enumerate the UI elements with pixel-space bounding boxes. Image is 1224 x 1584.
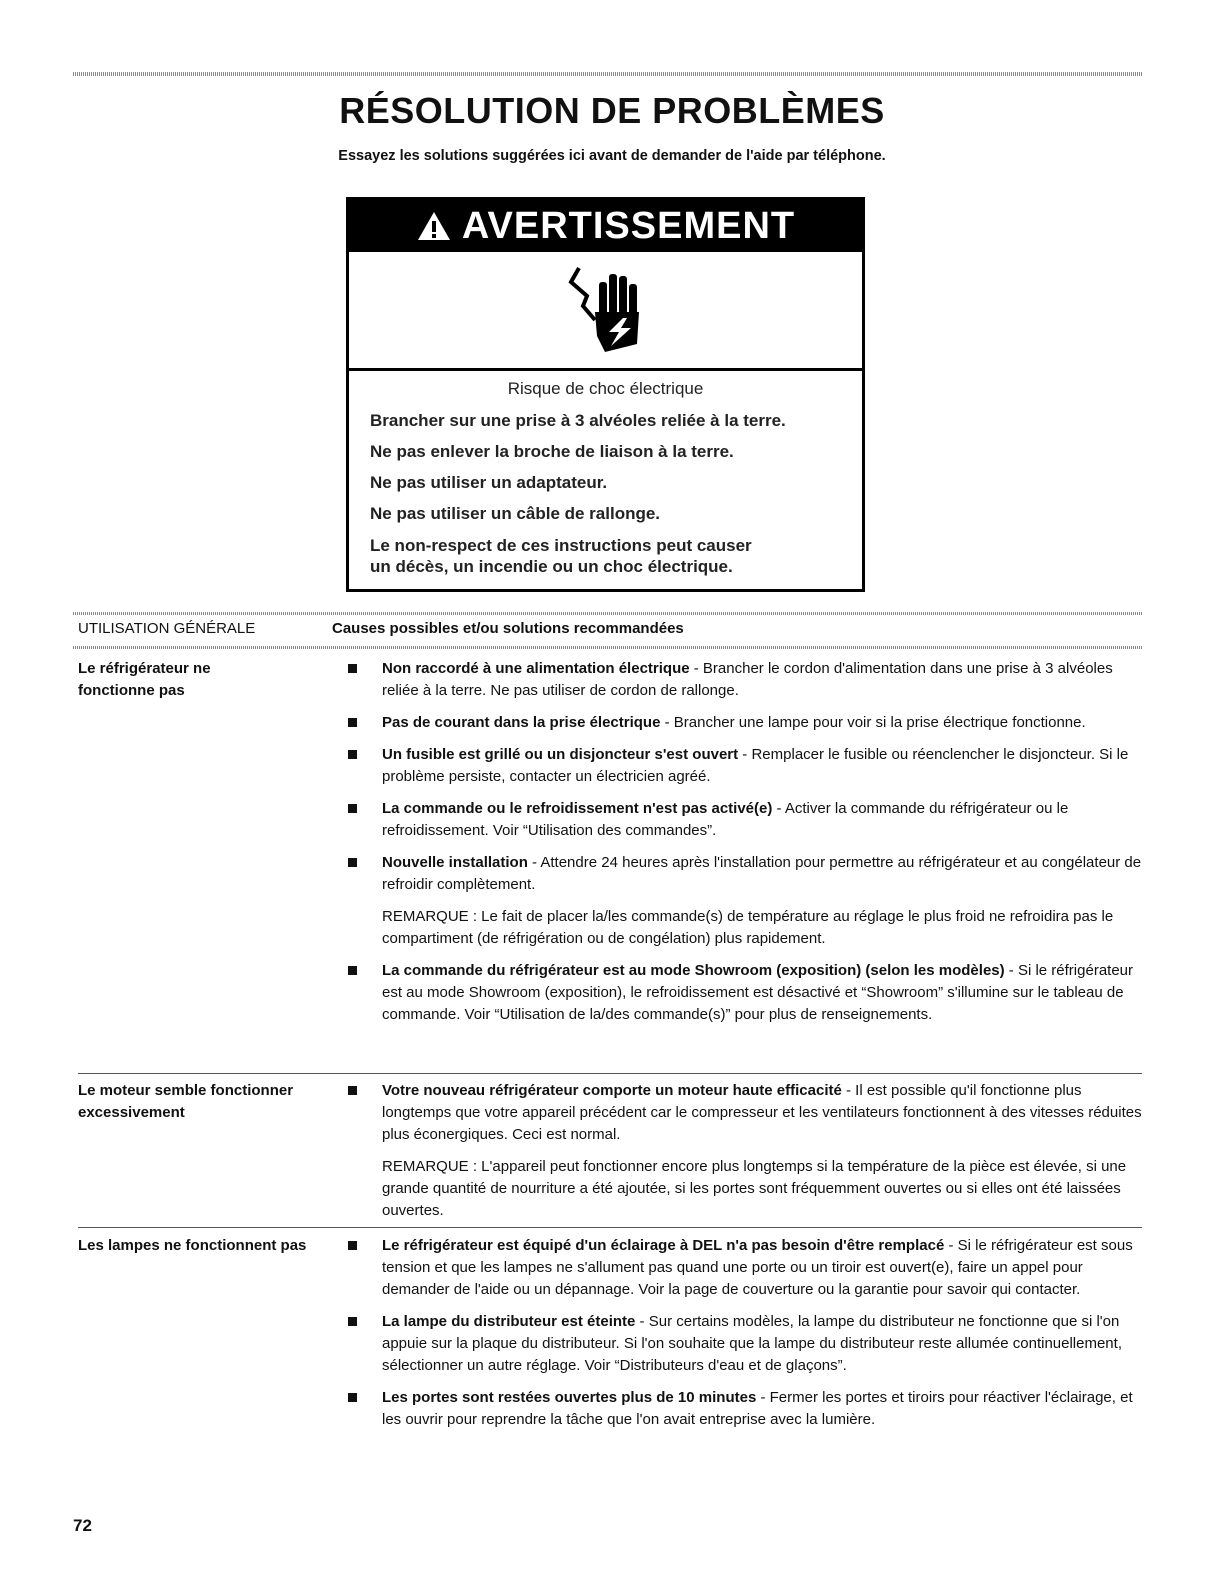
- warning-text: [349, 371, 862, 577]
- bullet-icon: [348, 1086, 357, 1095]
- page-title: RÉSOLUTION DE PROBLÈMES: [339, 90, 885, 131]
- warning-closing: Le non-respect de ces instructions peut causer un décès, un incendie ou un choc électrique.: [370, 536, 752, 576]
- warning-box: [346, 197, 865, 592]
- table-col-category: UTILISATION GÉNÉRALE: [78, 620, 256, 637]
- section-items: [348, 658, 1144, 1036]
- warning-triangle-icon: [416, 210, 452, 242]
- list-item: La lampe du distributeur est éteinte - Sur certains modèles, la lampe du distributeur ne fonctionne que si l'on appuie sur la plaque du distributeur. Si l'on souhaite que la lampe du distributeur reste allumée continuellement, sélectionner un autre réglage. Voir “Distributeurs d'eau et de glaçons”.: [348, 1311, 1144, 1377]
- page-subtitle: Essayez les solutions suggérées ici avant de demander de l'aide par téléphone.: [338, 148, 886, 164]
- warning-line: Ne pas utiliser un câble de rallonge.: [370, 504, 661, 523]
- section-label: Le moteur semble fonctionner excessivement: [78, 1082, 294, 1121]
- section-label: Le réfrigérateur ne fonctionne pas: [78, 660, 211, 699]
- table-col-causes: Causes possibles et/ou solutions recommandées: [332, 620, 684, 637]
- bullet-icon: [348, 664, 357, 673]
- warning-heading: Risque de choc électrique: [507, 379, 704, 398]
- list-item: Les portes sont restées ouvertes plus de 10 minutes - Fermer les portes et tiroirs pour réactiver l'éclairage, et les ouvrir pour reprendre la tâche que l'on avait entreprise avec la lumière.: [348, 1387, 1144, 1431]
- bullet-icon: [348, 1393, 357, 1402]
- section-label: Les lampes ne fonctionnent pas: [78, 1237, 307, 1254]
- list-item: La commande du réfrigérateur est au mode Showroom (exposition) (selon les modèles) - Si le réfrigérateur est au mode Showroom (exposition), le refroidissement est désactivé et “Showroom” s'illumine sur le tableau de commande. Voir “Utilisation de la/des commande(s)” pour plus de renseignements.: [348, 960, 1144, 1026]
- list-item: La commande ou le refroidissement n'est pas activé(e) - Activer la commande du réfrigérateur ou le refroidissement. Voir “Utilisation des commandes”.: [348, 798, 1144, 842]
- note-text: REMARQUE : Le fait de placer la/les commande(s) de température au réglage le plus froid ne refroidira pas le compartiment (de réfrigération ou de congélation) plus rapidement.: [382, 908, 1114, 947]
- table-top-rule: [73, 612, 1142, 615]
- warning-icon-area: [349, 252, 862, 371]
- warning-line: Brancher sur une prise à 3 alvéoles reliée à la terre.: [370, 411, 786, 430]
- warning-line: Ne pas enlever la broche de liaison à la terre.: [370, 442, 734, 461]
- bullet-icon: [348, 750, 357, 759]
- bullet-icon: [348, 1317, 357, 1326]
- warning-header-text: AVERTISSEMENT: [461, 204, 796, 247]
- list-item: Pas de courant dans la prise électrique - Brancher une lampe pour voir si la prise électrique fonctionne.: [348, 712, 1144, 734]
- list-item: Votre nouveau réfrigérateur comporte un moteur haute efficacité - Il est possible qu'il fonctionne plus longtemps que votre appareil précédent car le compresseur et les ventilateurs fonctionnent à des vitesses réduites plus éconergiques. Ceci est normal.: [348, 1080, 1144, 1146]
- top-rule: [73, 72, 1142, 76]
- bullet-icon: [348, 1241, 357, 1250]
- list-item: Nouvelle installation - Attendre 24 heures après l'installation pour permettre au réfrigérateur et au congélateur de refroidir complètement.: [348, 852, 1144, 896]
- section-divider: [78, 1227, 1142, 1228]
- list-item: Un fusible est grillé ou un disjoncteur s'est ouvert - Remplacer le fusible ou réenclencher le disjoncteur. Si le problème persiste, contacter un électricien agréé.: [348, 744, 1144, 788]
- warning-line: Ne pas utiliser un adaptateur.: [370, 473, 608, 492]
- list-item: Le réfrigérateur est équipé d'un éclairage à DEL n'a pas besoin d'être remplacé - Si le réfrigérateur est sous tension et que les lampes ne s'allument pas quand une porte ou un tiroir est ouvert(e), faire un appel pour demander de l'aide ou un dépannage. Voir la page de couverture ou la garantie pour savoir qui contacter.: [348, 1235, 1144, 1301]
- bullet-icon: [348, 966, 357, 975]
- list-item: Non raccordé à une alimentation électrique - Brancher le cordon d'alimentation dans une prise à 3 alvéoles reliée à la terre. Ne pas utiliser de cordon de rallonge.: [348, 658, 1144, 702]
- bullet-icon: [348, 718, 357, 727]
- electric-shock-hand-icon: [561, 262, 651, 358]
- section-items: [348, 1235, 1144, 1441]
- table-header-rule: [73, 646, 1142, 649]
- page-number: 72: [73, 1516, 92, 1535]
- section-divider: [78, 1073, 1142, 1074]
- bullet-icon: [348, 804, 357, 813]
- bullet-icon: [348, 858, 357, 867]
- warning-header: [349, 200, 862, 252]
- note-text: REMARQUE : L'appareil peut fonctionner encore plus longtemps si la température de la pièce est élevée, si une grande quantité de nourriture a été ajoutée, si les portes sont fréquemment ouvertes ou si elles ont été laissées ouvertes.: [382, 1158, 1127, 1219]
- section-items: [348, 1080, 1144, 1232]
